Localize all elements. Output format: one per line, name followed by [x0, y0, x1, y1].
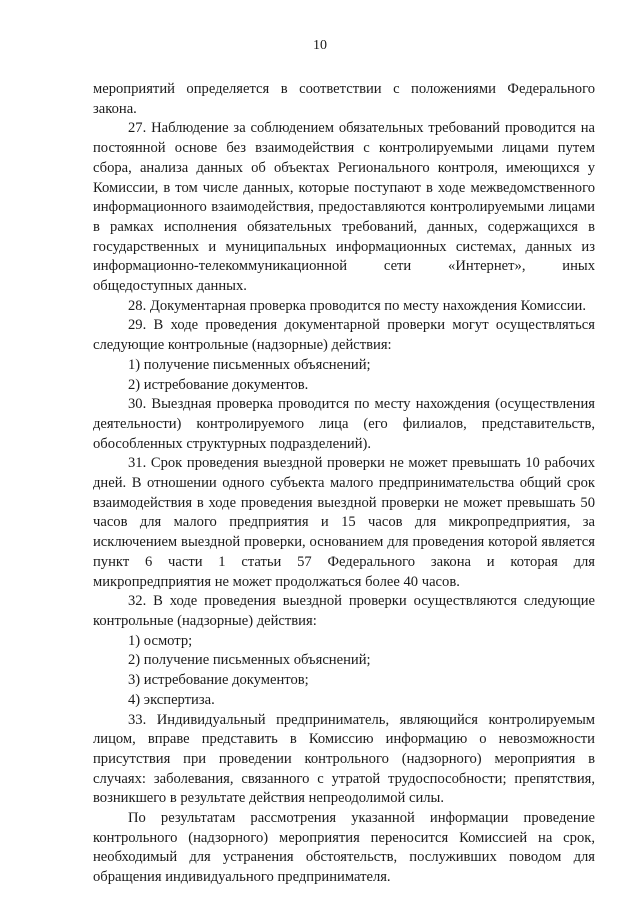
paragraph-28: 28. Документарная проверка проводится по месту нахождения Комиссии. — [128, 297, 586, 314]
paragraph-33-followup: По результатам рассмотрения указанной информации проведение контрольного (надзорного) мероприятия переносится Комиссией на срок, необходимый для устранения обстоятельств, послуживших поводом для обращения индивидуального предпринимателя. — [93, 810, 595, 886]
list-item-29-1: 1) получение письменных объяснений; — [128, 356, 371, 373]
paragraph-30: 30. Выездная проверка проводится по месту нахождения (осуществления деятельности) контролируемого лица (его филиалов, представительств, обособленных структурных подразделений). — [93, 396, 595, 452]
page-number: 10 — [313, 38, 327, 53]
paragraph-32: 32. В ходе проведения выездной проверки осуществляются следующие контрольные (надзорные) действия: — [93, 593, 595, 629]
paragraph-31: 31. Срок проведения выездной проверки не может превышать 10 рабочих дней. В отношении одного субъекта малого предпринимательства общий срок взаимодействия в ходе проведения выездной проверки не может превышать 50 часов для малого предприятия и 15 часов для микропредприятия, за исключением выездной проверки, основанием для проведения которой является пункт 6 части 1 статьи 57 Федерального закона и которая для микропредприятия не может продолжаться более 40 часов. — [93, 455, 595, 590]
paragraph-27: 27. Наблюдение за соблюдением обязательных требований проводится на постоянной основе без взаимодействия с контролируемыми лицами путем сбора, анализа данных об объектах Регионального контроля, имеющихся у Комиссии, в том числе данных, которые поступают в ходе межведомственного информационного взаимодействия, предоставляются контролируемыми лицами в рамках исполнения обязательных требований, данных, содержащихся в государственных и муниципальных информационных системах, данных из информационно-телекоммуникационной сети «Интернет», иных общедоступных данных. — [93, 120, 595, 295]
list-item-32-4: 4) экспертиза. — [128, 691, 215, 708]
paragraph-29: 29. В ходе проведения документарной проверки могут осуществляться следующие контрольные (надзорные) действия: — [93, 317, 595, 354]
paragraph-continuation: мероприятий определяется в соответствии с положениями Федерального закона. — [93, 81, 595, 117]
document-body — [93, 80, 595, 888]
paragraph-33: 33. Индивидуальный предприниматель, являющийся контролируемым лицом, вправе представить в Комиссию информацию о невозможности присутствия при проведении контрольного (надзорного) мероприятия в случаях: заболевания, связанного с утратой трудоспособности; препятствия, возникшего в результате действия непреодолимой силы. — [93, 711, 595, 807]
list-item-29-2: 2) истребование документов. — [128, 376, 309, 393]
list-item-32-3: 3) истребование документов; — [128, 672, 309, 689]
list-item-32-1: 1) осмотр; — [128, 632, 193, 649]
list-item-32-2: 2) получение письменных объяснений; — [128, 652, 371, 669]
